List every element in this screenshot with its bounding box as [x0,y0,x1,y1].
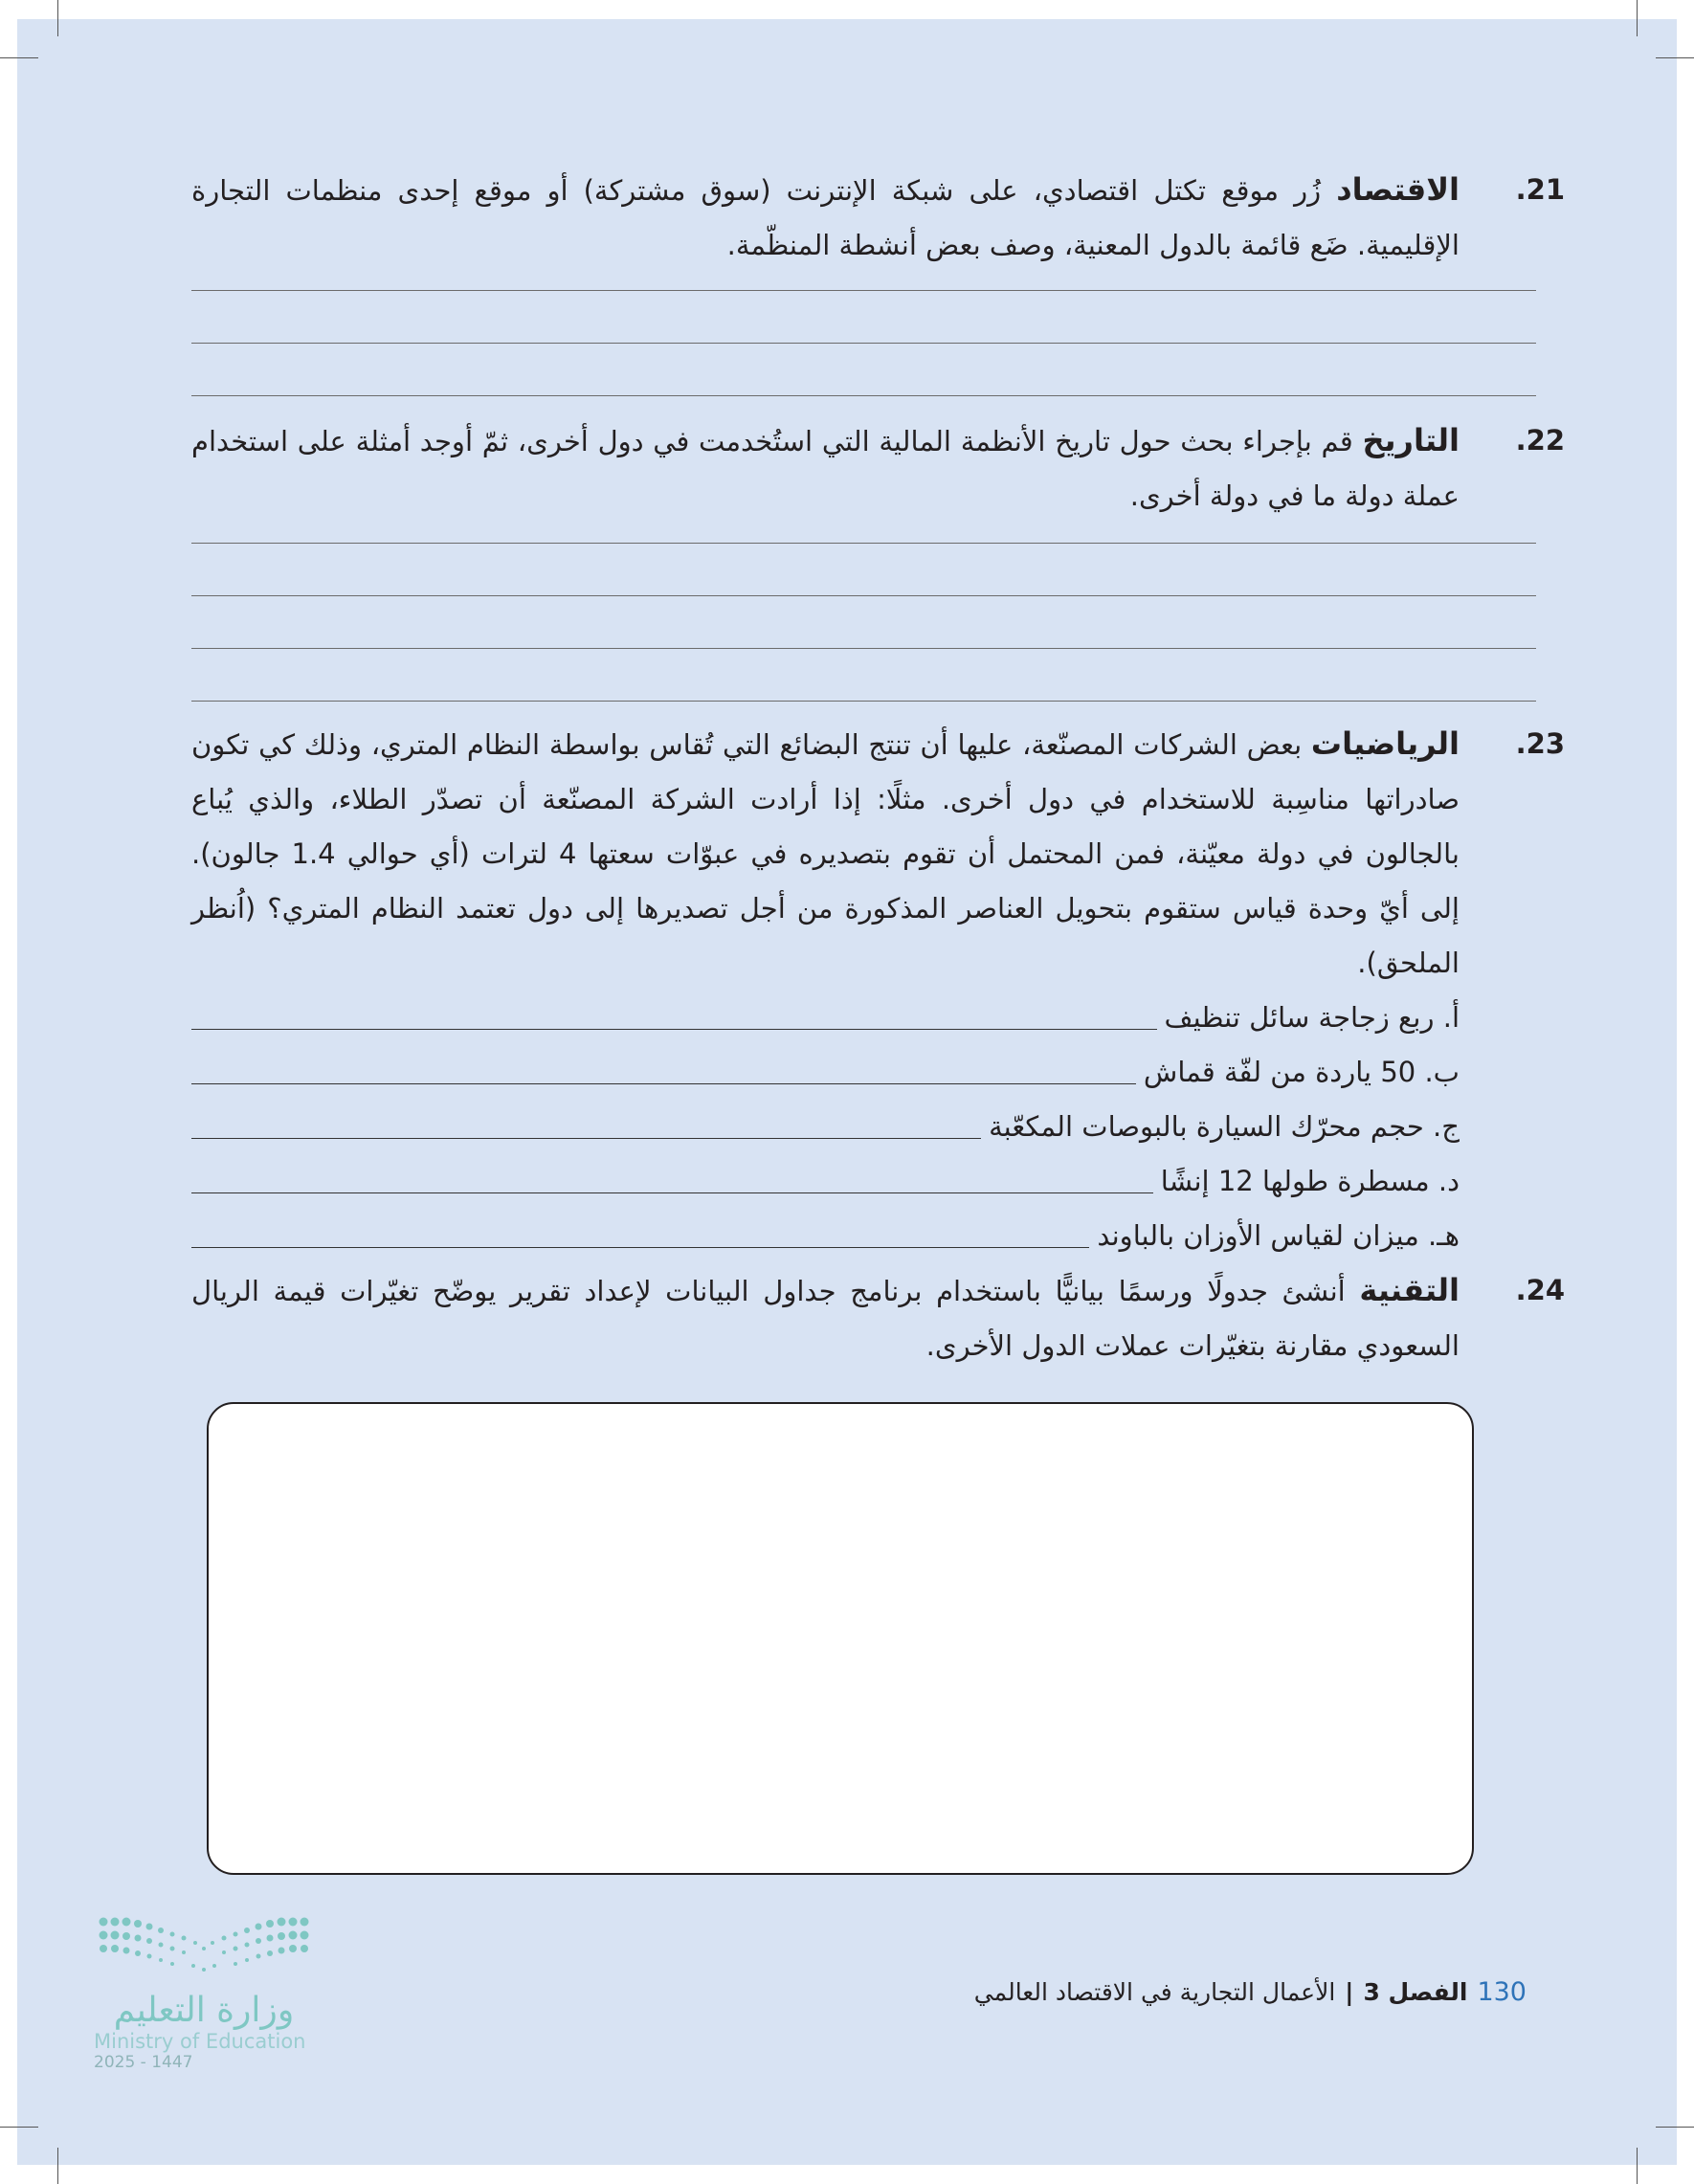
logo-english-text: Ministry of Education [94,2030,306,2053]
question-23 [191,717,1565,991]
answer-line[interactable] [191,290,1536,291]
answer-line[interactable] [191,648,1536,649]
question-24 [191,1263,1565,1373]
ministry-logo [94,1912,314,2072]
answer-line[interactable] [191,395,1536,396]
chapter-label: الفصل 3 [1363,1978,1468,2006]
questions-section [191,163,1565,1373]
answer-line[interactable] [191,1068,1136,1084]
crop-mark [0,57,38,58]
question-text: أنشئ جدولًا ورسمًا بيانيًّا باستخدام برنامج جداول البيانات لإعداد تقرير يوضّح تغيّرات قيمة الريال السعودي مقارنة بتغيّرات عملات الدول الأخرى. [191,1275,1460,1362]
sub-item [191,1045,1460,1100]
question-text: بعض الشركات المصنّعة، عليها أن تنتج البضائع التي تُقاس بواسطة النظام المتري، وذلك كي تكون صادراتها مناسِبة للاستخدام في دول أخرى. مثلًا: إذا أرادت الشركة المصنّعة أن تصدّر الطلاء، والذي يُباع بالجالون في دولة معيّنة، فمن المحتمل أن تقوم بتصديره في عبوّات سعتها 4 لترات (أي حوالي 1.4 جالون). إلى أيّ وحدة قياس ستقوم بتحويل العناصر المذكورة من أجل تصديرها إلى دول تعتمد النظام المتري؟ (اُنظر الملحق). [191,728,1460,979]
crop-mark [1656,2127,1694,2128]
answer-line[interactable] [191,1177,1153,1193]
crop-mark [1637,0,1638,36]
question-number: 23. [1515,727,1565,760]
answer-box[interactable] [207,1402,1474,1875]
sub-item-label: د. مسطرة طولها 12 إنشًا [1160,1165,1460,1197]
answer-line[interactable] [191,343,1536,344]
footer-separator: | [1345,1978,1354,2006]
sub-item-label: أ. ربع زجاجة سائل تنظيف [1164,1001,1460,1034]
sub-item-label: ج. حجم محرّك السيارة بالبوصات المكعّبة [989,1110,1460,1143]
sub-item [191,1154,1460,1209]
answer-lines [191,543,1498,702]
chapter-title: الأعمال التجارية في الاقتصاد العالمي [973,1978,1336,2006]
page-number: 130 [1477,1977,1527,2007]
sub-item [191,991,1460,1045]
question-number: 21. [1515,173,1565,206]
crop-mark [57,0,58,36]
question-subject: الرياضيات [1310,725,1460,762]
sub-item [191,1209,1460,1263]
sub-item-label: ب. 50 ياردة من لفّة قماش [1143,1056,1460,1088]
crop-mark [57,2148,58,2184]
answer-line[interactable] [191,1014,1157,1030]
logo-arabic-text: وزارة التعليم [113,1991,295,2030]
sub-item [191,1100,1460,1154]
answer-line[interactable] [191,701,1536,702]
logo-dots-icon [94,1912,314,1985]
answer-line[interactable] [191,1232,1089,1248]
question-number: 24. [1515,1274,1565,1306]
answer-line[interactable] [191,1123,981,1139]
question-22 [191,413,1565,524]
question-text: زُر موقع تكتل اقتصادي، على شبكة الإنترنت (سوق مشتركة) أو موقع إحدى منظمات التجارة الإقليمية. ضَع قائمة بالدول المعنية، وصف بعض أنشطة المنظّمة. [191,174,1460,261]
question-subject: الاقتصاد [1336,171,1460,208]
crop-mark [0,2127,38,2128]
logo-year: 2025 - 1447 [94,2053,193,2072]
question-subject: التقنية [1359,1272,1460,1308]
answer-line[interactable] [191,595,1536,596]
question-23-items [191,991,1498,1263]
question-text: قم بإجراء بحث حول تاريخ الأنظمة المالية التي استُخدمت في دول أخرى، ثمّ أوجد أمثلة على استخدام عملة دولة ما في دولة أخرى. [191,425,1460,512]
question-21 [191,163,1565,273]
page-footer [974,1977,1527,2007]
question-subject: التاريخ [1362,422,1460,458]
crop-mark [1656,57,1694,58]
answer-line[interactable] [191,543,1536,544]
answer-lines [191,290,1498,396]
sub-item-label: هـ. ميزان لقياس الأوزان بالباوند [1097,1219,1460,1252]
question-number: 22. [1515,424,1565,457]
crop-mark [1637,2148,1638,2184]
